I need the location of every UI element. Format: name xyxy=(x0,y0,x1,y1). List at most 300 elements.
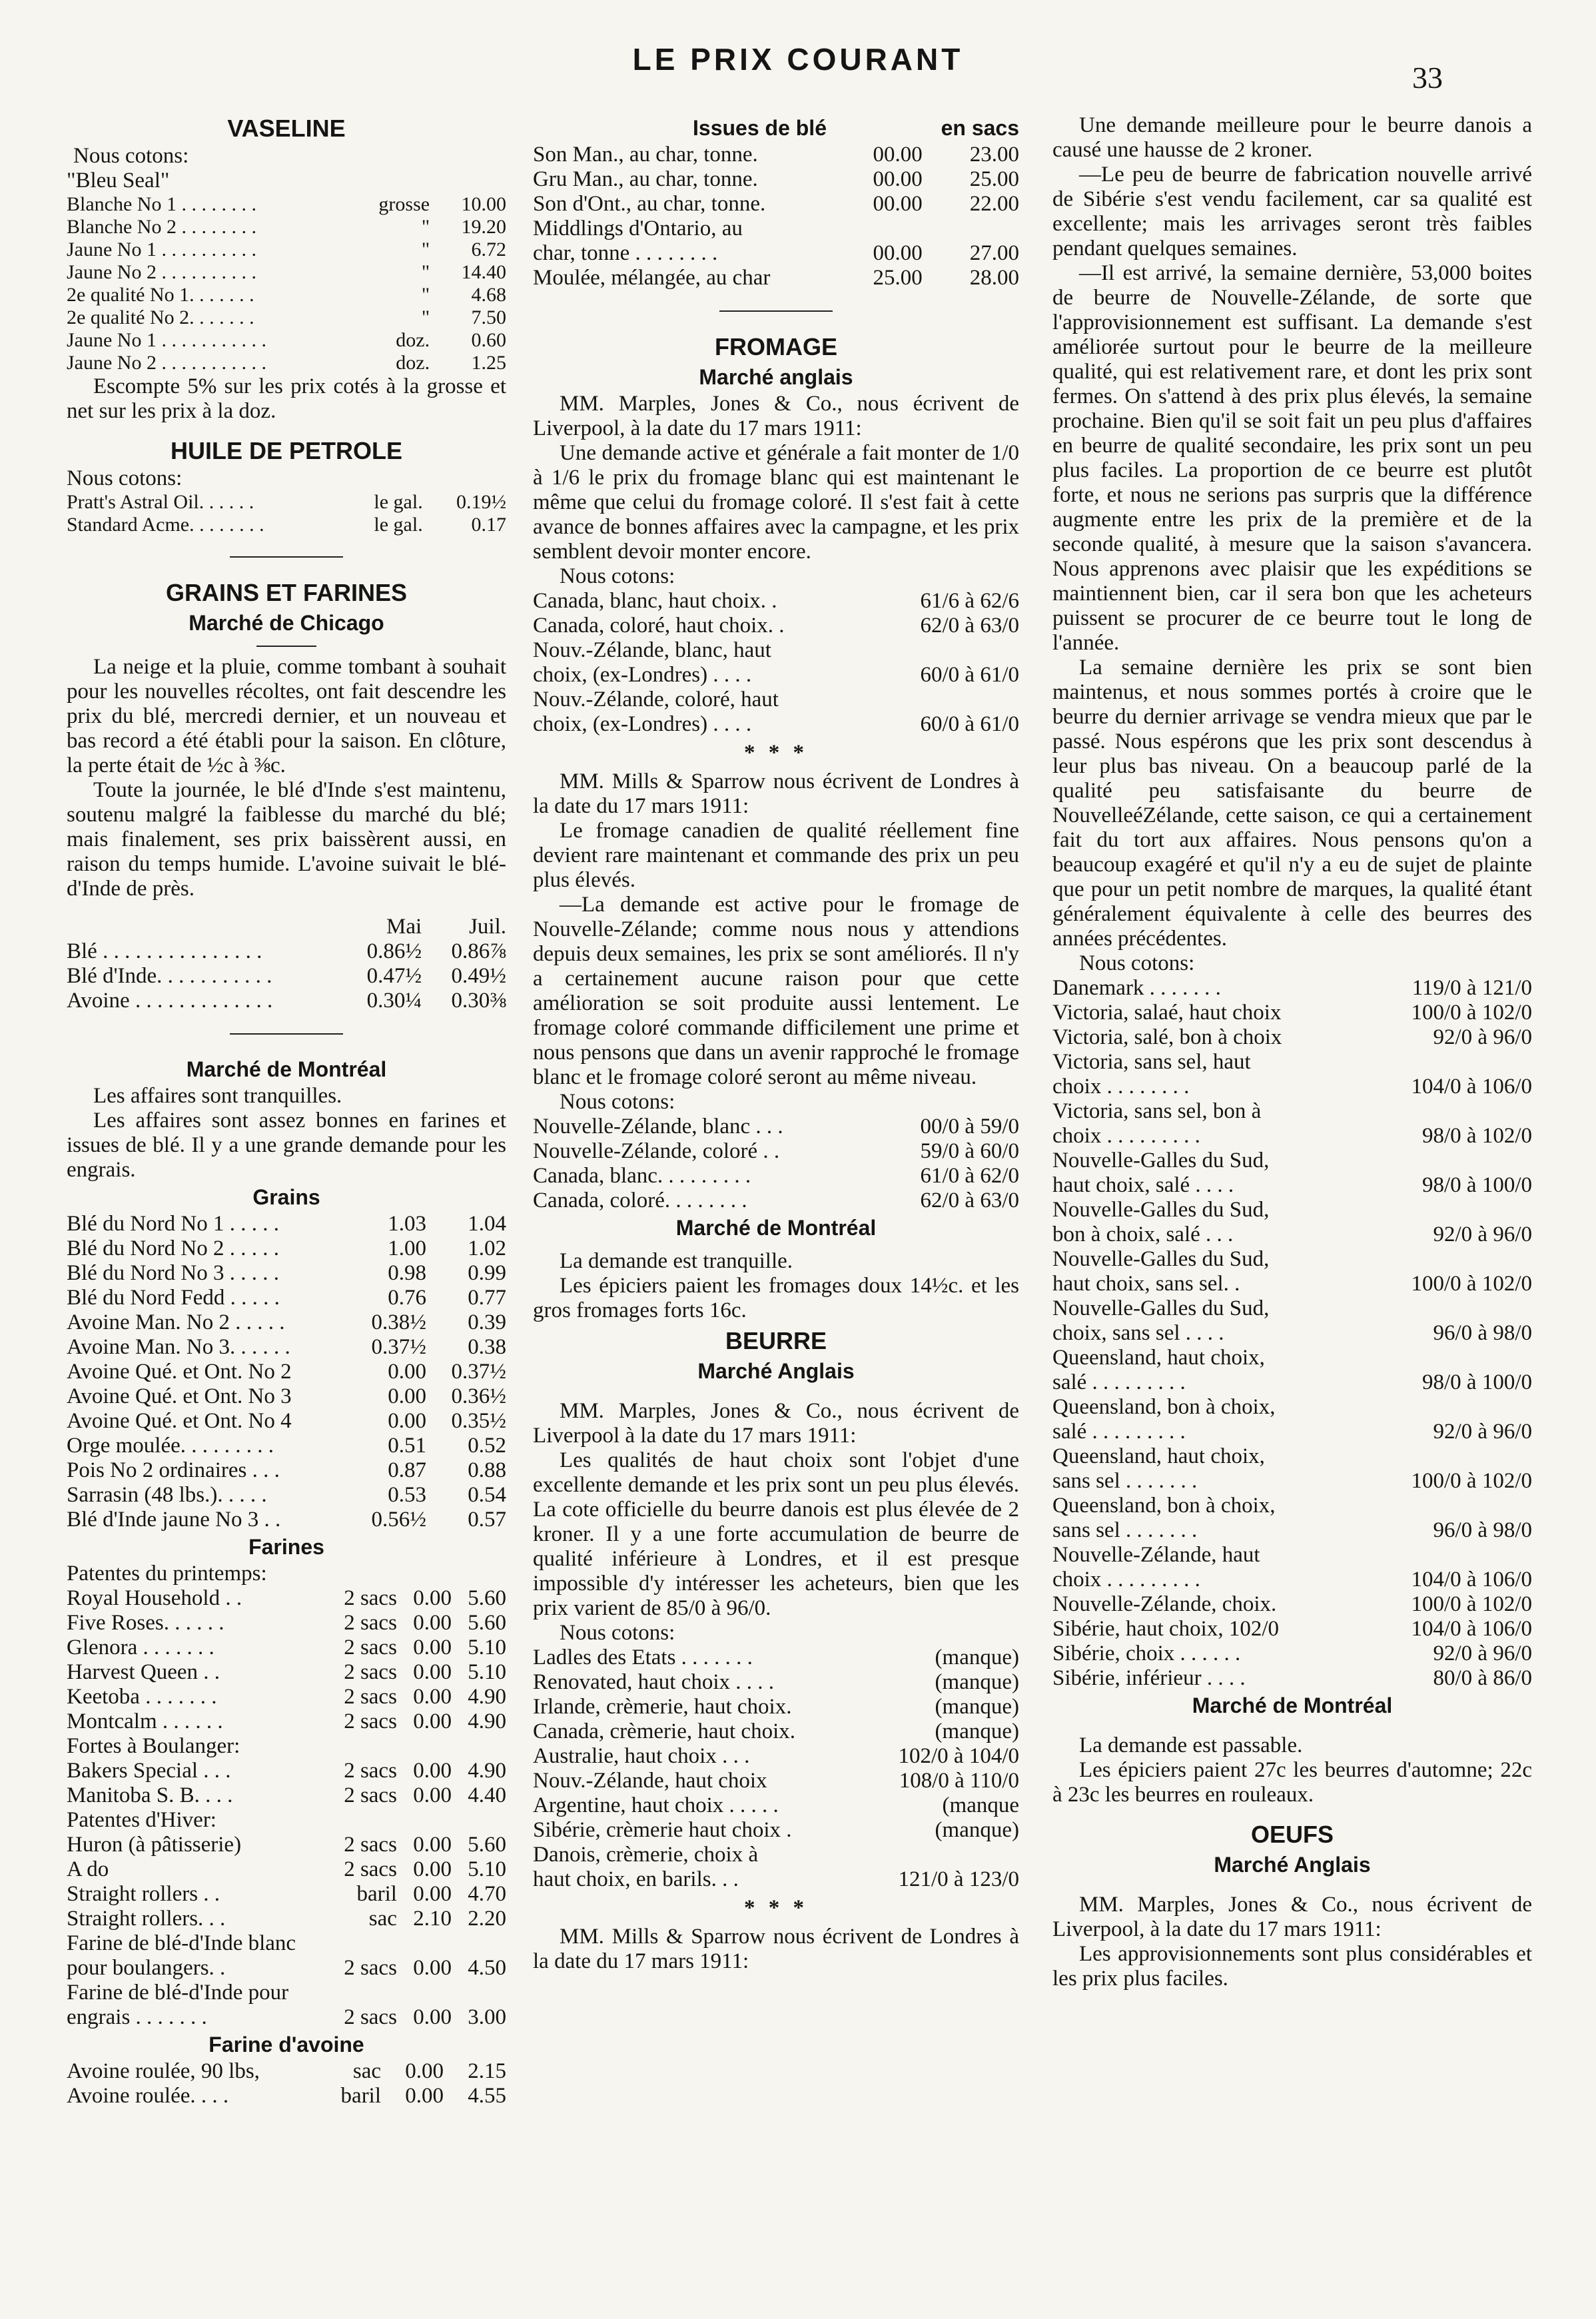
huile-intro: Nous cotons: xyxy=(67,466,183,490)
table-row xyxy=(67,514,506,536)
cell-unit: " xyxy=(421,284,430,306)
cell-label: Orge moulée. . . . . . . . . xyxy=(67,1434,274,1458)
cell-price: 121/0 à 123/0 xyxy=(898,1867,1019,1891)
cell-label: Moulée, mélangée, au char xyxy=(533,266,771,290)
table-row xyxy=(533,688,1019,712)
cell-price: 0.17 xyxy=(471,514,506,536)
cell-price: 61/0 à 62/0 xyxy=(920,1164,1019,1188)
cell-a: 0.76 xyxy=(388,1286,426,1310)
farine-avoine-subheading: Farine d'avoine xyxy=(208,2033,364,2057)
cell-q xyxy=(328,1734,397,1759)
cell-label: Avoine Qué. et Ont. No 3 xyxy=(67,1384,292,1408)
cell-a: 2.10 xyxy=(413,1907,452,1931)
cell-label: haut choix, salé . . . . xyxy=(1052,1173,1234,1197)
cell-b: 0.88 xyxy=(468,1458,506,1482)
cell-label: haut choix, sans sel. . xyxy=(1052,1272,1240,1296)
cell-b: 5.10 xyxy=(468,1857,506,1881)
table-row xyxy=(67,1660,506,1685)
cell-label: Canada, coloré. . . . . . . . xyxy=(533,1188,747,1212)
cell-price: 100/0 à 102/0 xyxy=(1411,1272,1532,1296)
cell-label: Blé du Nord No 2 . . . . . xyxy=(67,1236,279,1260)
table-row xyxy=(533,614,1019,638)
table-row xyxy=(533,217,1019,241)
table-row xyxy=(67,1907,506,1931)
table-row xyxy=(1052,1149,1532,1173)
table-row xyxy=(1052,1001,1532,1025)
table-row xyxy=(67,939,506,964)
cell-label: choix . . . . . . . . . xyxy=(1052,1568,1200,1592)
table-row xyxy=(1052,1025,1532,1050)
cell-label: Victoria, salaé, haut choix xyxy=(1052,1001,1282,1025)
issues-heading: Issues de blé xyxy=(693,116,827,140)
cell-price xyxy=(1358,1543,1532,1568)
fromage-paragraph: Une demande active et générale a fait monter de 1/0 à 1/6 le prix du fromage blanc qui est maintenant le même que celui du fromage coloré. Il s'est fait à cette avance de bonnes affaires avec la campagne, et les prix semblent devoir monter encore. xyxy=(533,441,1019,564)
cell-b: 5.60 xyxy=(468,1586,506,1610)
column-header-juil: Juil. xyxy=(469,915,506,939)
vaseline-intro: Nous cotons: xyxy=(73,144,189,168)
table-row xyxy=(533,1818,1019,1843)
montreal-paragraph: La demande est tranquille. xyxy=(560,1249,793,1273)
cell-q: 2 sacs xyxy=(344,1759,397,1783)
table-row xyxy=(533,638,1019,663)
cell-price xyxy=(1358,1296,1532,1321)
table-row xyxy=(67,1759,506,1783)
cell-label: choix . . . . . . . . xyxy=(1052,1075,1190,1099)
cell-q: 2 sacs xyxy=(344,1783,397,1807)
table-row xyxy=(533,712,1019,737)
cell-label: Son d'Ont., au char, tonne. xyxy=(533,192,766,216)
table-row xyxy=(533,1695,1019,1719)
cell-b: 27.00 xyxy=(969,241,1019,265)
table-row xyxy=(67,1685,506,1709)
cell-mai: 0.47½ xyxy=(366,964,422,988)
cell-a: 00.00 xyxy=(873,241,923,265)
oeufs-paragraph: Les approvisionnements sont plus considérables et les prix plus faciles. xyxy=(1052,1942,1532,1991)
cell-b: 4.90 xyxy=(468,1759,506,1783)
cell-price: 98/0 à 100/0 xyxy=(1422,1173,1532,1197)
cell-price: 10.00 xyxy=(461,193,506,215)
cell-a: 0.00 xyxy=(413,1882,452,1906)
cell-label: Danemark . . . . . . . xyxy=(1052,976,1221,1000)
cell-b: 0.36½ xyxy=(451,1384,506,1408)
cell-label: Avoine Qué. et Ont. No 2 xyxy=(67,1360,292,1384)
table-row xyxy=(67,238,506,261)
cell-label: Sibérie, haut choix, 102/0 xyxy=(1052,1617,1280,1641)
table-row xyxy=(67,1709,506,1734)
beurre-paragraph: MM. Mills & Sparrow nous écrivent de Londres à la date du 17 mars 1911: xyxy=(533,1925,1019,1973)
cell-label: Sibérie, choix . . . . . . xyxy=(1052,1641,1241,1665)
table-row xyxy=(1052,1494,1532,1518)
beurre-origins-price-table xyxy=(1052,976,1532,1691)
cell-a: 00.00 xyxy=(873,143,923,167)
fromage-paragraph: —La demande est active pour le fromage de Nouvelle-Zélande; comme nous nous y attendions depuis deux semaines, les prix se sont améliorés. Il n'y a certainement aucune raison pour que cette amélioration se soit produite aussi lentement. Le fromage coloré commande difficilement une prime et nous pensons que dans un avenir rapproché le fromage blanc et le fromage coloré seront au même niveau. xyxy=(533,893,1019,1089)
table-row xyxy=(533,266,1019,290)
cell-label: Son Man., au char, tonne. xyxy=(533,143,758,167)
cell-label: Nouv.-Zélande, haut choix xyxy=(533,1769,767,1793)
table-row xyxy=(1052,1420,1532,1444)
table-row xyxy=(67,2059,506,2084)
cell-a: 0.00 xyxy=(413,1635,452,1659)
beurre-cotons: Nous cotons: xyxy=(560,1621,675,1645)
cell-price xyxy=(1358,1050,1532,1075)
table-row xyxy=(67,1882,506,1907)
cell-b: 0.37½ xyxy=(451,1360,506,1384)
table-row xyxy=(67,1611,506,1635)
cell-a: 0.00 xyxy=(388,1409,426,1433)
cell-q: 2 sacs xyxy=(344,1660,397,1684)
cell-price: 98/0 à 100/0 xyxy=(1422,1370,1532,1394)
cell-juil: 0.49½ xyxy=(451,964,506,988)
table-row xyxy=(67,1360,506,1384)
divider xyxy=(719,310,833,312)
cell-a: 0.00 xyxy=(405,2084,444,2108)
table-row xyxy=(1052,1592,1532,1617)
cell-price: 7.50 xyxy=(471,306,506,328)
cell-label: haut choix, en barils. . . xyxy=(533,1867,739,1891)
cell-label: A do xyxy=(67,1857,109,1881)
cell-a: 0.00 xyxy=(413,1709,452,1733)
vaseline-note: Escompte 5% sur les prix cotés à la grosse et net sur les prix à la doz. xyxy=(67,374,506,423)
cell-a: 0.00 xyxy=(413,1611,452,1635)
cell-label: salé . . . . . . . . . xyxy=(1052,1370,1186,1394)
table-row xyxy=(67,964,506,989)
cell-label: Middlings d'Ontario, au xyxy=(533,217,743,240)
cell-label: Blé du Nord No 3 . . . . . xyxy=(67,1261,279,1285)
cell-q: 2 sacs xyxy=(344,1586,397,1610)
table-row xyxy=(67,989,506,1013)
cell-b xyxy=(452,1734,506,1759)
cell-price: 19.20 xyxy=(461,216,506,238)
table-row xyxy=(1052,1444,1532,1469)
table-row xyxy=(67,1335,506,1360)
cell-unit: le gal. xyxy=(374,514,423,536)
cell-mai: 0.86½ xyxy=(366,939,422,963)
cell-b xyxy=(452,1808,506,1833)
cell-label: choix, (ex-Londres) . . . . xyxy=(533,712,752,736)
cell-price xyxy=(873,688,1019,712)
table-row xyxy=(67,1409,506,1434)
cell-label: Fortes à Boulanger: xyxy=(67,1734,240,1758)
cell-label: Irlande, crèmerie, haut choix. xyxy=(533,1695,792,1719)
cell-label: choix, sans sel . . . . xyxy=(1052,1321,1224,1345)
cell-label: char, tonne . . . . . . . . xyxy=(533,241,718,265)
cell-a: 1.03 xyxy=(388,1212,426,1236)
cell-label: Glenora . . . . . . . xyxy=(67,1635,214,1659)
table-row xyxy=(67,284,506,306)
cell-label: engrais . . . . . . . xyxy=(67,2005,207,2029)
cell-price: (manque) xyxy=(935,1719,1019,1743)
beurre-paragraph: —Il est arrivé, la semaine dernière, 53,000 boites de beurre de Nouvelle-Zélande, de sorte que l'approvisionnement est suffisant. La demande s'est améliorée surtout pour le beurre de la meilleure qualité, qui est relativement rare, et dont les prix sont fermes. On s'attend à des prix plus élevés, la semaine prochaine. Bien qu'il se soit fait un peu plus d'affaires en beurre de qualité secondaire, les prix sont un peu plus faciles. La proportion de ce beurre est plutôt forte, et nous ne serions pas surpris que la différence augmente entre les prix de la première et de la seconde qualité, à mesure que la saison s'avancera. Nous apprenons avec plaisir que les expéditions se maintiennent bien, car il sera bon que les acheteurs puissent se procurer de ce beurre tout le long de l'année. xyxy=(1052,261,1532,655)
cell-price: 62/0 à 63/0 xyxy=(920,614,1019,638)
cell-label: Jaune No 1 . . . . . . . . . . . xyxy=(67,329,266,351)
cell-a: 0.87 xyxy=(388,1458,426,1482)
cell-price xyxy=(1358,1494,1532,1518)
table-row xyxy=(67,2084,506,2108)
cell-price: (manque xyxy=(942,1793,1019,1817)
table-row xyxy=(1052,1173,1532,1198)
cell-label: Nouvelle-Zélande, blanc . . . xyxy=(533,1115,783,1139)
cell-label: Danois, crèmerie, choix à xyxy=(533,1843,759,1867)
cell-label: Straight rollers. . . xyxy=(67,1907,226,1931)
column-left xyxy=(67,113,506,2108)
cell-b: 3.00 xyxy=(468,2005,506,2029)
table-row xyxy=(67,1931,506,1956)
cell-q: 2 sacs xyxy=(344,1956,397,1980)
cell-b: 4.90 xyxy=(468,1685,506,1709)
table-row xyxy=(1052,1346,1532,1370)
cell-q xyxy=(328,1808,397,1833)
cell-price: 119/0 à 121/0 xyxy=(1411,976,1532,1000)
table-row xyxy=(67,1458,506,1483)
cell-a: 00.00 xyxy=(873,167,923,191)
grains-subheading: Grains xyxy=(252,1185,320,1209)
table-row xyxy=(67,1434,506,1458)
cell-price: 60/0 à 61/0 xyxy=(920,712,1019,736)
table-row xyxy=(533,143,1019,167)
table-row xyxy=(1052,1222,1532,1247)
cell-price: 92/0 à 96/0 xyxy=(1433,1222,1532,1246)
beurre-paragraph: Une demande meilleure pour le beurre danois a causé une hausse de 2 kroner. xyxy=(1052,113,1532,162)
cell-b xyxy=(452,1562,506,1586)
table-row xyxy=(67,1562,506,1586)
cell-price: 104/0 à 106/0 xyxy=(1411,1075,1532,1099)
table-row xyxy=(533,1744,1019,1769)
cell-a: 0.00 xyxy=(413,1759,452,1783)
table-row xyxy=(1052,1050,1532,1075)
fromage-price-table xyxy=(533,589,1019,737)
table-row xyxy=(1052,1617,1532,1641)
cell-price xyxy=(858,1843,1019,1867)
page-number: 33 xyxy=(1412,61,1443,95)
cell-label: Australie, haut choix . . . xyxy=(533,1744,750,1768)
cell-price xyxy=(1358,1247,1532,1272)
cell-a: 0.00 xyxy=(405,2059,444,2083)
vaseline-heading: VASELINE xyxy=(227,115,346,142)
cell-unit: " xyxy=(421,216,430,238)
marche-anglais-subheading: Marché anglais xyxy=(699,365,853,389)
cell-price: 6.72 xyxy=(471,238,506,260)
cell-price: (manque) xyxy=(935,1695,1019,1719)
cell-a: 0.00 xyxy=(413,1783,452,1807)
montreal-paragraph: Les épiciers paient les fromages doux 14½c. et les gros fromages forts 16c. xyxy=(533,1274,1019,1322)
cell-price: 0.60 xyxy=(471,329,506,351)
cell-a xyxy=(397,1734,452,1759)
montreal-paragraph: Les affaires sont tranquilles. xyxy=(93,1084,342,1108)
table-row xyxy=(1052,976,1532,1001)
fromage-heading: FROMAGE xyxy=(715,333,837,360)
table-row xyxy=(1052,1518,1532,1543)
cell-a: 0.00 xyxy=(413,1660,452,1684)
montreal-subheading: Marché de Montréal xyxy=(1192,1693,1393,1717)
cell-b: 5.10 xyxy=(468,1635,506,1659)
cell-b: 25.00 xyxy=(969,167,1019,191)
cell-label: Straight rollers . . xyxy=(67,1882,220,1906)
table-row xyxy=(67,216,506,238)
oeufs-heading: OEUFS xyxy=(1250,1821,1334,1848)
cell-price: 100/0 à 102/0 xyxy=(1411,1001,1532,1025)
chicago-paragraph: La neige et la pluie, comme tombant à souhait pour les nouvelles récoltes, ont fait descendre les prix du blé, mercredi dernier, et un nouveau et bas record a été établi pour la saison. En clôture, la perte était de ½c à ⅜c. xyxy=(67,655,506,777)
table-row xyxy=(1052,1247,1532,1272)
cell-unit: grosse xyxy=(378,193,430,215)
table-row xyxy=(67,1310,506,1335)
table-row xyxy=(533,589,1019,614)
column-right xyxy=(1052,113,1532,1991)
cell-price: 0.19½ xyxy=(456,491,506,513)
cell-label: Manitoba S. B. . . . xyxy=(67,1783,233,1807)
cell-a: 0.00 xyxy=(388,1384,426,1408)
table-row xyxy=(533,1867,1019,1892)
cell-a: 0.00 xyxy=(388,1360,426,1384)
cell-label: Canada, crèmerie, haut choix. xyxy=(533,1719,795,1743)
table-row xyxy=(67,352,506,374)
cell-a: 0.00 xyxy=(413,2005,452,2029)
table-row xyxy=(533,167,1019,192)
cell-price: 92/0 à 96/0 xyxy=(1433,1641,1532,1665)
cell-price: 98/0 à 102/0 xyxy=(1422,1124,1532,1148)
cell-q: 2 sacs xyxy=(344,1635,397,1659)
cell-price: 80/0 à 86/0 xyxy=(1433,1666,1532,1690)
cell-label: Nouvelle-Galles du Sud, xyxy=(1052,1149,1270,1172)
cell-price xyxy=(1358,1395,1532,1420)
table-row xyxy=(1052,1666,1532,1691)
cell-a: 25.00 xyxy=(873,266,923,290)
cell-label: Queensland, haut choix, xyxy=(1052,1346,1265,1370)
table-row xyxy=(67,1956,506,1981)
montreal-subheading: Marché de Montréal xyxy=(675,1216,877,1240)
cell-a: 0.00 xyxy=(413,1586,452,1610)
cell-label: Argentine, haut choix . . . . . xyxy=(533,1793,779,1817)
cell-price: 14.40 xyxy=(461,261,506,283)
beurre-paragraph: MM. Marples, Jones & Co., nous écrivent de Liverpool à la date du 17 mars 1911: xyxy=(533,1399,1019,1448)
cell-label: Nouvelle-Zélande, choix. xyxy=(1052,1592,1277,1616)
cell-b: 5.60 xyxy=(468,1833,506,1857)
cell-label: Sibérie, inférieur . . . . xyxy=(1052,1666,1246,1690)
cell-label: Patentes du printemps: xyxy=(67,1562,267,1586)
cell-q: 2 sacs xyxy=(344,1833,397,1857)
table-row xyxy=(1052,1198,1532,1222)
table-row xyxy=(533,241,1019,266)
cell-q xyxy=(328,1562,397,1586)
cell-unit: " xyxy=(421,306,430,328)
cell-label: Avoine . . . . . . . . . . . . . xyxy=(67,989,273,1013)
fromage-cotons: Nous cotons: xyxy=(560,564,675,588)
grains-heading: GRAINS ET FARINES xyxy=(165,579,408,606)
cell-a: 0.00 xyxy=(413,1857,452,1881)
cell-a: 0.00 xyxy=(413,1956,452,1980)
table-row xyxy=(67,1857,506,1882)
cell-label: Nouvelle-Galles du Sud, xyxy=(1052,1247,1270,1271)
cell-price: (manque) xyxy=(935,1670,1019,1694)
divider xyxy=(230,1033,343,1035)
cell-price xyxy=(873,638,1019,663)
cell-label: Sibérie, crèmerie haut choix . xyxy=(533,1818,792,1842)
cell-label: Jaune No 2 . . . . . . . . . . xyxy=(67,261,256,283)
cell-q: 2 sacs xyxy=(344,1611,397,1635)
cell-price xyxy=(1358,1444,1532,1469)
avoine-price-table xyxy=(67,2059,506,2108)
cell-label: Pratt's Astral Oil. . . . . . xyxy=(67,491,254,513)
beurre-paragraph: Les qualités de haut choix sont l'objet d'une excellente demande et les prix sont un peu plus élevés. La cote officielle du beurre danois est plus élevée de 2 kroner. Il y a une forte accumulation de beurre de qualité inférieure à Londres, et il est presque impossible d'y intéresser les acheteurs, bien que les prix varient de 85/0 à 96/0. xyxy=(533,1448,1019,1620)
table-row xyxy=(67,1483,506,1508)
cell-label: Sarrasin (48 lbs.). . . . . xyxy=(67,1483,267,1507)
cell-mai: 0.30¼ xyxy=(366,989,422,1013)
cell-price: 61/6 à 62/6 xyxy=(920,589,1019,613)
cell-label: bon à choix, salé . . . xyxy=(1052,1222,1234,1246)
issues-heading-right: en sacs xyxy=(941,116,1019,140)
beurre-paragraph: —Le peu de beurre de fabrication nouvelle arrivé de Sibérie s'est vendu facilement, car sa qualité est excellente; mais les arrivages seront très faibles pendant quelques semaines. xyxy=(1052,163,1532,260)
montreal-paragraph: Les épiciers paient 27c les beurres d'automne; 22c à 23c les beurres en rouleaux. xyxy=(1052,1758,1532,1807)
huile-price-table xyxy=(67,491,506,536)
cell-price: 00/0 à 59/0 xyxy=(920,1115,1019,1139)
table-row xyxy=(533,1670,1019,1695)
table-row xyxy=(67,1833,506,1857)
cell-a xyxy=(857,217,923,241)
table-row xyxy=(67,1981,506,2005)
separator-stars: * * * xyxy=(744,1896,808,1920)
cell-price: 59/0 à 60/0 xyxy=(920,1139,1019,1163)
cell-label: Patentes d'Hiver: xyxy=(67,1808,216,1832)
cell-b xyxy=(923,217,1019,241)
cell-unit: doz. xyxy=(396,329,430,351)
table-row xyxy=(1052,1370,1532,1395)
table-row xyxy=(67,306,506,329)
cell-label: Jaune No 1 . . . . . . . . . . xyxy=(67,238,256,260)
cell-price: 96/0 à 98/0 xyxy=(1433,1321,1532,1345)
cell-b: 0.35½ xyxy=(451,1409,506,1433)
marche-anglais-subheading: Marché Anglais xyxy=(1214,1853,1371,1877)
table-row xyxy=(67,1586,506,1611)
table-row xyxy=(533,1164,1019,1188)
cell-label: Blé d'Inde jaune No 3 . . xyxy=(67,1508,281,1532)
cell-label: Canada, coloré, haut choix. . xyxy=(533,614,785,638)
chicago-paragraph: Toute la journée, le blé d'Inde s'est maintenu, soutenu malgré la faiblesse du marché du blé; mais finalement, ses prix baissèrent aussi, en raison du temps humide. L'avoine suivait le blé-d'Inde de près. xyxy=(67,778,506,901)
cell-a xyxy=(397,1808,452,1833)
cell-label: sans sel . . . . . . . xyxy=(1052,1518,1198,1542)
table-row xyxy=(1052,1272,1532,1296)
cell-q xyxy=(328,1981,397,2005)
table-row xyxy=(1052,1395,1532,1420)
table-row xyxy=(67,1212,506,1236)
marche-anglais-subheading: Marché Anglais xyxy=(697,1359,855,1383)
cell-b: 0.52 xyxy=(468,1434,506,1458)
cell-price: 102/0 à 104/0 xyxy=(898,1744,1019,1768)
table-row xyxy=(1052,1075,1532,1099)
table-row xyxy=(533,1115,1019,1139)
beurre-heading: BEURRE xyxy=(725,1327,827,1354)
cell-label: Nouvelle-Zélande, haut xyxy=(1052,1543,1260,1567)
cell-price: 92/0 à 96/0 xyxy=(1433,1420,1532,1444)
table-row xyxy=(533,1188,1019,1213)
table-row xyxy=(533,1843,1019,1867)
table-row xyxy=(67,261,506,284)
cell-label: Victoria, sans sel, bon à xyxy=(1052,1099,1262,1123)
cell-a xyxy=(397,1931,452,1956)
table-row xyxy=(67,1261,506,1286)
cell-label: 2e qualité No 2. . . . . . . xyxy=(67,306,254,328)
table-row xyxy=(1052,1469,1532,1494)
cell-a: 0.56½ xyxy=(371,1508,426,1532)
cell-label: Avoine Qué. et Ont. No 4 xyxy=(67,1409,292,1433)
cell-label: Queensland, bon à choix, xyxy=(1052,1395,1276,1419)
cell-label: Blé du Nord Fedd . . . . . xyxy=(67,1286,280,1310)
cell-unit: doz. xyxy=(396,352,430,374)
cell-b: 0.77 xyxy=(468,1286,506,1310)
cell-price: (manque) xyxy=(935,1818,1019,1842)
cell-price xyxy=(1358,1149,1532,1173)
cell-price: 104/0 à 106/0 xyxy=(1411,1568,1532,1592)
cell-a: 0.98 xyxy=(388,1261,426,1285)
cell-price xyxy=(1358,1099,1532,1124)
